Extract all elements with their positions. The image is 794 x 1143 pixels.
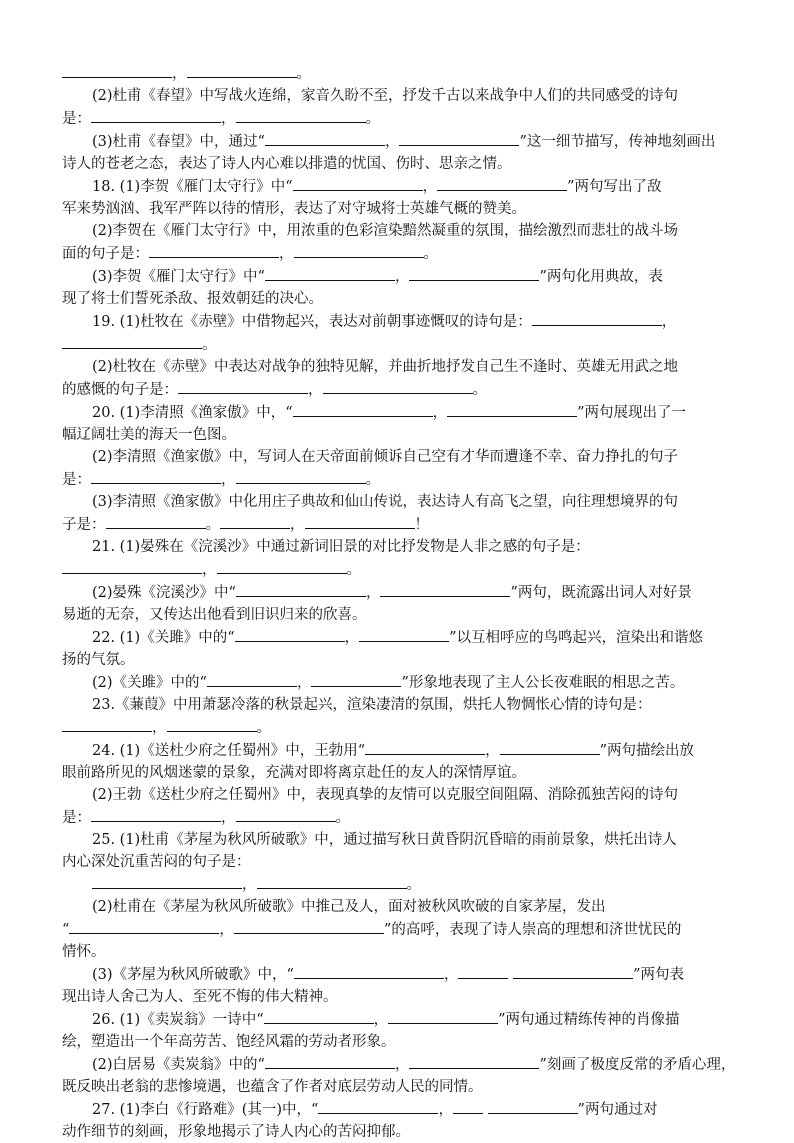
question-text: (2)杜甫在《茅屋为秋风所破歌》中推己及人，面对被秋风吹破的自家茅屋，发出 <box>92 899 606 915</box>
answer-blank[interactable] <box>294 963 444 979</box>
question-text: 25. (1)杜甫《茅屋为秋风所破歌》中，通过描写秋日黄昏阴沉昏暗的雨前景象，烘托出诗人 <box>92 832 677 848</box>
answer-blank[interactable] <box>359 626 449 642</box>
line: ， 。 <box>62 873 740 896</box>
answer-blank[interactable] <box>409 265 539 281</box>
line: 是： ， 。 <box>62 806 740 829</box>
line: ， 。 <box>62 62 740 85</box>
answer-blank[interactable] <box>399 130 519 146</box>
answer-blank[interactable] <box>167 716 257 732</box>
question-text: (2)王勃《送杜少府之任蜀州》中，表现真挚的友情可以克服空间阻隔、消除孤独苦闷的诗句 <box>92 787 679 803</box>
answer-blank[interactable] <box>220 513 290 529</box>
answer-blank[interactable] <box>187 62 297 78</box>
answer-blank[interactable] <box>69 918 219 934</box>
answer-blank[interactable] <box>265 130 385 146</box>
answer-blank[interactable] <box>149 242 279 258</box>
line: (3)杜甫《春望》中，通过“ ， ”这一细节描写，传神地刻画出 <box>62 130 740 153</box>
answer-blank[interactable] <box>235 626 345 642</box>
line: 24. (1)《送杜少府之任蜀州》中，王勃用“ ， ”两句描绘出放 <box>62 739 740 762</box>
answer-blank[interactable] <box>62 62 172 78</box>
line: (2)白居易《卖炭翁》中的“ ， ”刻画了极度反常的矛盾心理， <box>62 1053 740 1076</box>
answer-blank[interactable] <box>234 918 384 934</box>
answer-blank[interactable] <box>236 107 366 123</box>
answer-blank[interactable] <box>500 739 600 755</box>
question-text: 军来势汹汹、我军严阵以待的情形，表达了对守城将士英雄气概的赞美。 <box>62 201 526 217</box>
answer-blank[interactable] <box>236 468 366 484</box>
question-text: 21. (1)晏殊在《浣溪沙》中通过新词旧景的对比抒发物是人非之感的句子是： <box>92 539 590 555</box>
answer-blank[interactable] <box>453 1098 483 1114</box>
line: 20. (1)李清照《渔家傲》中，“ ， ”两句展现出了一 <box>62 401 740 424</box>
question-text: 易逝的无奈，又传达出他看到旧识归来的欣喜。 <box>62 607 367 623</box>
answer-blank[interactable] <box>458 963 508 979</box>
answer-blank[interactable] <box>265 265 395 281</box>
question-text: 内心深处沉重苦闷的句子是： <box>62 854 251 870</box>
answer-blank[interactable] <box>323 378 473 394</box>
answer-blank[interactable] <box>532 310 662 326</box>
line: 面的句子是： ， 。 <box>62 242 740 265</box>
line: 27. (1)李白《行路难》(其一)中，“ ， ”两句通过对 <box>62 1098 740 1121</box>
answer-blank[interactable] <box>409 1053 539 1069</box>
line: 22. (1)《关雎》中的“ ， ”以互相呼应的鸟鸣起兴，渲染出和谐悠 <box>62 626 740 649</box>
question-text: 现了将士们誓死杀敌、报效朝廷的决心。 <box>62 291 323 307</box>
answer-blank[interactable] <box>106 513 206 529</box>
question-text: 幅辽阔壮美的海天一色图。 <box>62 427 236 443</box>
answer-blank[interactable] <box>293 401 433 417</box>
question-text: 动作细节的刻画，形象地揭示了诗人内心的苦闷抑郁。 <box>62 1124 410 1140</box>
answer-blank[interactable] <box>311 671 401 687</box>
answer-blank[interactable] <box>513 963 633 979</box>
line: ， 。 <box>62 558 740 581</box>
line: 的感慨的句子是： ， 。 <box>62 378 740 401</box>
question-text: 诗人的苍老之态，表达了诗人内心难以排遣的忧国、伤时、思亲之情。 <box>62 156 512 172</box>
line: “ ， ”的高呼，表现了诗人崇高的理想和济世忧民的 <box>62 918 740 941</box>
answer-blank[interactable] <box>293 175 423 191</box>
line: (2)晏殊《浣溪沙》中“ ， ”两句，既流露出词人对好景 <box>62 581 740 604</box>
question-text: (2)杜牧在《赤壁》中表达对战争的独特见解，并曲折地抒发自己生不逢时、英雄无用武之地 <box>92 359 679 375</box>
question-text: 现出诗人舍己为人、至死不悔的伟大精神。 <box>62 989 338 1005</box>
line: (3)《茅屋为秋风所破歌》中，“ ， ”两句表 <box>62 963 740 986</box>
answer-blank[interactable] <box>207 671 297 687</box>
answer-blank[interactable] <box>91 107 221 123</box>
question-text: 23.《蒹葭》中用萧瑟冷落的秋景起兴，渲染凄清的氛围，烘托人物惆怅心情的诗句是： <box>92 697 652 713</box>
answer-blank[interactable] <box>365 739 485 755</box>
line: 26. (1)《卖炭翁》一诗中“ ， ”两句通过精练传神的肖像描 <box>62 1008 740 1031</box>
answer-blank[interactable] <box>62 333 202 349</box>
line: 。 <box>62 333 740 356</box>
line: 18. (1)李贺《雁门太守行》中“ ， ”两句写出了敌 <box>62 175 740 198</box>
answer-blank[interactable] <box>236 806 336 822</box>
answer-blank[interactable] <box>257 873 407 889</box>
line: 19. (1)杜牧在《赤壁》中借物起兴，表达对前朝事迹慨叹的诗句是： ， <box>62 310 740 333</box>
answer-blank[interactable] <box>91 468 221 484</box>
answer-blank[interactable] <box>92 873 242 889</box>
question-text: (3)李清照《渔家傲》中化用庄子典故和仙山传说，表达诗人有高飞之望，向往理想境界的句 <box>92 494 679 510</box>
line: 是： ， 。 <box>62 468 740 491</box>
answer-blank[interactable] <box>264 1008 374 1024</box>
worksheet-page <box>62 62 740 1143</box>
answer-blank[interactable] <box>236 581 366 597</box>
answer-blank[interactable] <box>62 716 152 732</box>
question-text: 既反映出老翁的悲惨境遇，也蕴含了作者对底层劳动人民的同情。 <box>62 1079 483 1095</box>
question-text: 眼前路所见的风烟迷蒙的景象，充满对即将离京赴任的友人的深情厚谊。 <box>62 765 526 781</box>
line: (2)《关雎》中的“ ， ”形象地表现了主人公长夜难眠的相思之苦。 <box>62 671 740 694</box>
answer-blank[interactable] <box>62 558 202 574</box>
line: 是： ， 。 <box>62 107 740 130</box>
line: 子是： 。 ， ！ <box>62 513 740 536</box>
answer-blank[interactable] <box>217 558 347 574</box>
answer-blank[interactable] <box>294 242 424 258</box>
answer-blank[interactable] <box>178 378 308 394</box>
answer-blank[interactable] <box>447 401 577 417</box>
question-text: (2)李清照《渔家傲》中，写词人在天帝面前倾诉自己空有才华而遭逢不幸、奋力挣扎的句子 <box>92 449 679 465</box>
line: ， 。 <box>62 716 740 739</box>
answer-blank[interactable] <box>380 581 510 597</box>
question-text: 扬的气氛。 <box>62 652 135 668</box>
answer-blank[interactable] <box>388 1008 498 1024</box>
question-text: 情怀。 <box>62 944 106 960</box>
answer-blank[interactable] <box>437 175 567 191</box>
answer-blank[interactable] <box>488 1098 578 1114</box>
answer-blank[interactable] <box>305 513 415 529</box>
line: (3)李贺《雁门太守行》中“ ， ”两句化用典故，表 <box>62 265 740 288</box>
answer-blank[interactable] <box>91 806 221 822</box>
answer-blank[interactable] <box>265 1053 395 1069</box>
question-text: 绘，塑造出一个年高劳苦、饱经风霜的劳动者形象。 <box>62 1034 396 1050</box>
question-text: (2)李贺在《雁门太守行》中，用浓重的色彩渲染黯然凝重的氛围，描绘激烈而悲壮的战斗场 <box>92 223 679 239</box>
question-text: (2)杜甫《春望》中写战火连绵，家音久盼不至，抒发千古以来战争中人们的共同感受的诗句 <box>92 88 679 104</box>
answer-blank[interactable] <box>318 1098 438 1114</box>
